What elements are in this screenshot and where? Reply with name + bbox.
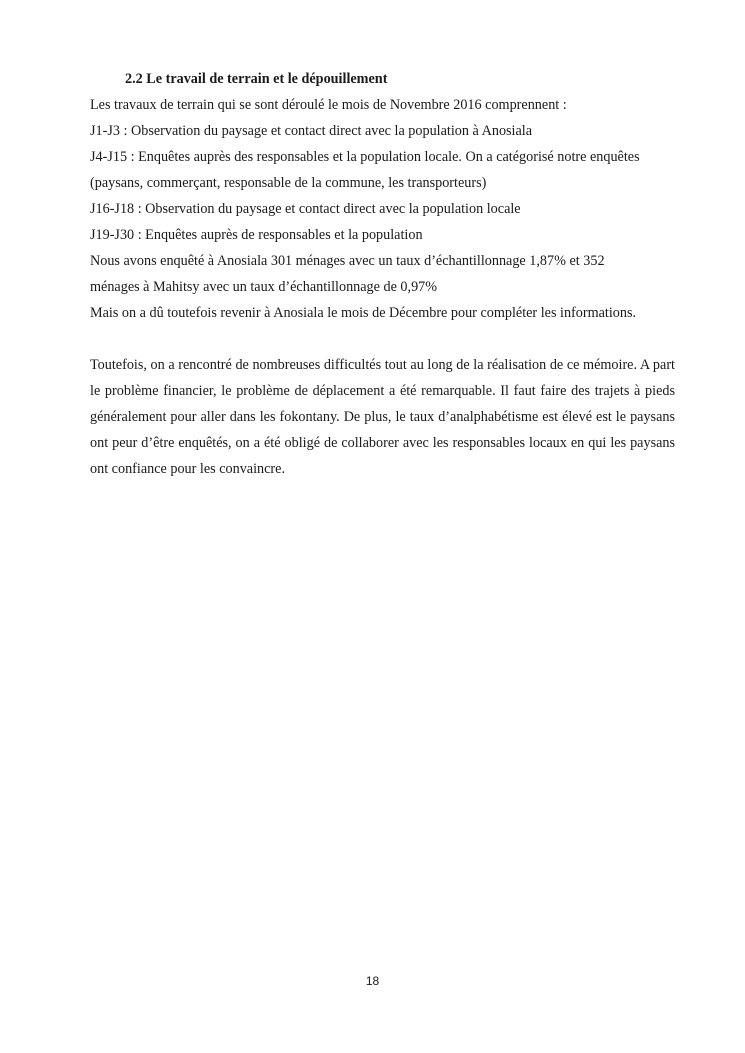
fieldwork-intro: Les travaux de terrain qui se sont déroulé le mois de Novembre 2016 comprennent :: [90, 97, 567, 113]
paragraph-gap: [90, 326, 675, 352]
survey-sample-line2: ménages à Mahitsy avec un taux d’échantillonnage de 0,97%: [90, 279, 438, 295]
return-visit: Mais on a dû toutefois revenir à Anosiala le mois de Décembre pour compléter les informations.: [90, 305, 637, 321]
schedule-j19-j30: J19-J30 : Enquêtes auprès de responsables et la population: [90, 227, 423, 243]
section-heading: 2.2 Le travail de terrain et le dépouillement: [125, 71, 388, 87]
difficulties-paragraph: Toutefois, on a rencontré de nombreuses difficultés tout au long de la réalisation de ce mémoire. A part le problème financier, le problème de déplacement a été remarquable. Il faut faire des trajets à pieds généralement pour aller dans les fokontany. De plus, le taux d’analphabétisme est élevé est le paysans ont peur d’être enquêtés, on a été obligé de collaborer avec les responsables locaux en qui les paysans ont confiance pour les convaincre.: [90, 357, 675, 477]
page-body: [90, 66, 675, 482]
page-number: 18: [365, 974, 380, 988]
schedule-j16-j18: J16-J18 : Observation du paysage et contact direct avec la population locale: [90, 201, 521, 217]
survey-sample-line1: Nous avons enquêté à Anosiala 301 ménages avec un taux d’échantillonnage 1,87% et 352: [90, 253, 605, 269]
schedule-j4-j15-line2: (paysans, commerçant, responsable de la commune, les transporteurs): [90, 175, 487, 191]
schedule-j4-j15-line1: J4-J15 : Enquêtes auprès des responsables et la population locale. On a catégorisé notre enquêtes: [90, 149, 640, 165]
schedule-j1-j3: J1-J3 : Observation du paysage et contact direct avec la population à Anosiala: [90, 123, 533, 139]
